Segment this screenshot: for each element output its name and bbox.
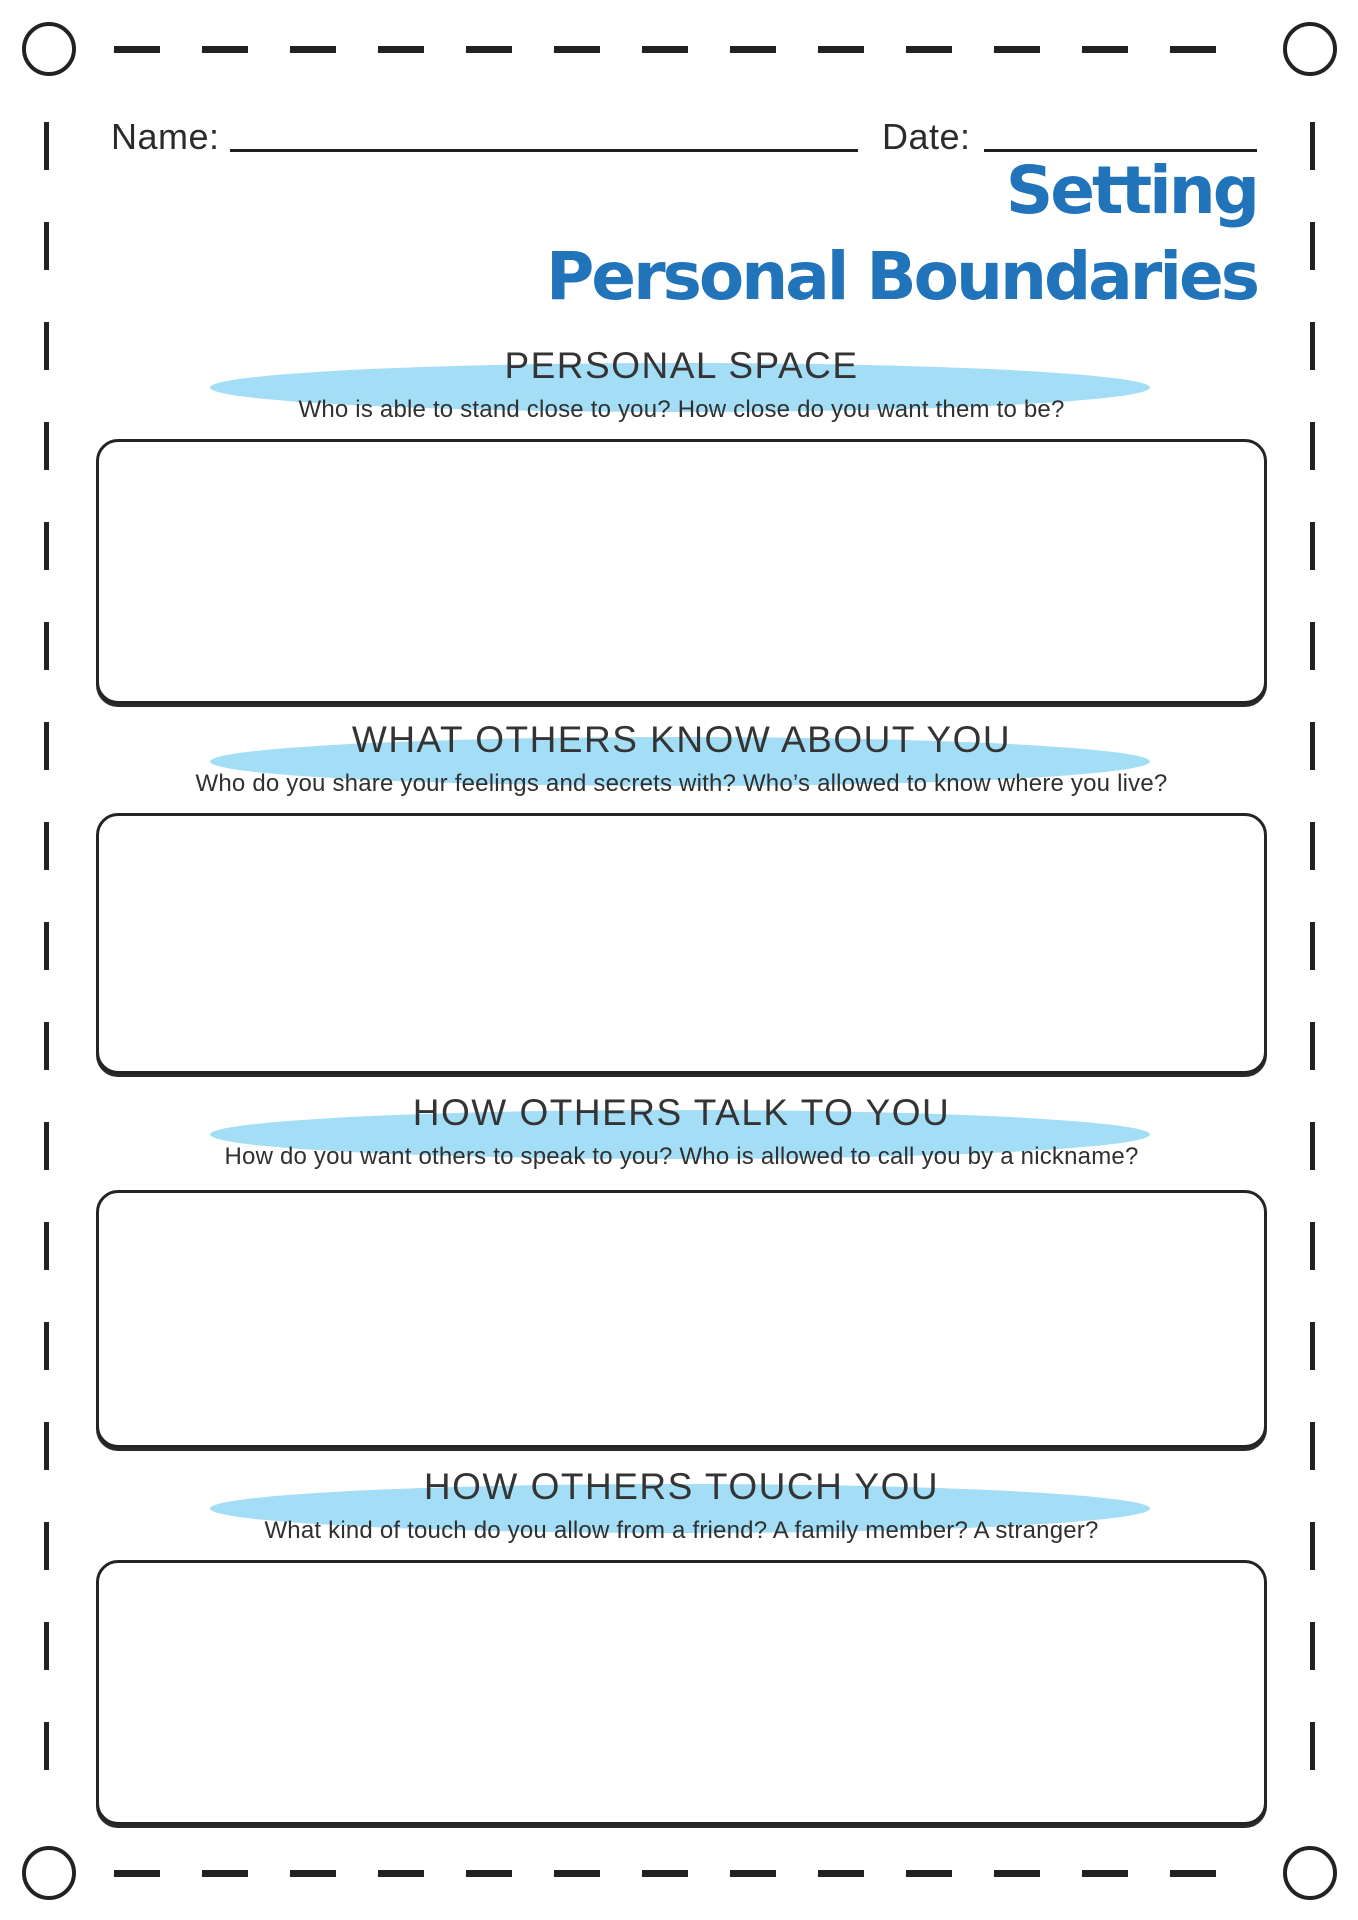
punch-hole-top-right-icon	[1283, 22, 1337, 76]
name-label: Name:	[111, 116, 220, 157]
cut-line-bottom	[114, 1870, 1246, 1877]
cut-line-right	[1310, 122, 1315, 1810]
date-label: Date:	[882, 116, 971, 157]
section-question: What kind of touch do you allow from a friend? A family member? A stranger?	[264, 1517, 1099, 1544]
section-question: How do you want others to speak to you? Who is allowed to call you by a nickname?	[224, 1143, 1139, 1170]
section-question: Who do you share your feelings and secrets with? Who’s allowed to know where you live?	[195, 770, 1168, 797]
answer-box-how-others-touch[interactable]	[96, 1560, 1267, 1825]
answer-box-personal-space[interactable]	[96, 439, 1267, 704]
section-question: Who is able to stand close to you? How close do you want them to be?	[298, 396, 1065, 423]
punch-hole-bottom-right-icon	[1283, 1846, 1337, 1900]
worksheet-title-line1: Setting	[1005, 152, 1257, 229]
answer-box-how-others-talk[interactable]	[96, 1190, 1267, 1448]
section-title: HOW OTHERS TALK TO YOU	[412, 1092, 951, 1133]
section-title: HOW OTHERS TOUCH YOU	[423, 1466, 940, 1507]
punch-hole-bottom-left-icon	[22, 1846, 76, 1900]
section-title: PERSONAL SPACE	[504, 345, 859, 386]
cut-line-top	[114, 46, 1246, 53]
worksheet-title-line2: Personal Boundaries	[545, 238, 1257, 315]
section-title: WHAT OTHERS KNOW ABOUT YOU	[351, 719, 1012, 760]
punch-hole-top-left-icon	[22, 22, 76, 76]
answer-box-what-others-know[interactable]	[96, 813, 1267, 1074]
worksheet-title	[546, 148, 1257, 320]
cut-line-left	[44, 122, 49, 1810]
